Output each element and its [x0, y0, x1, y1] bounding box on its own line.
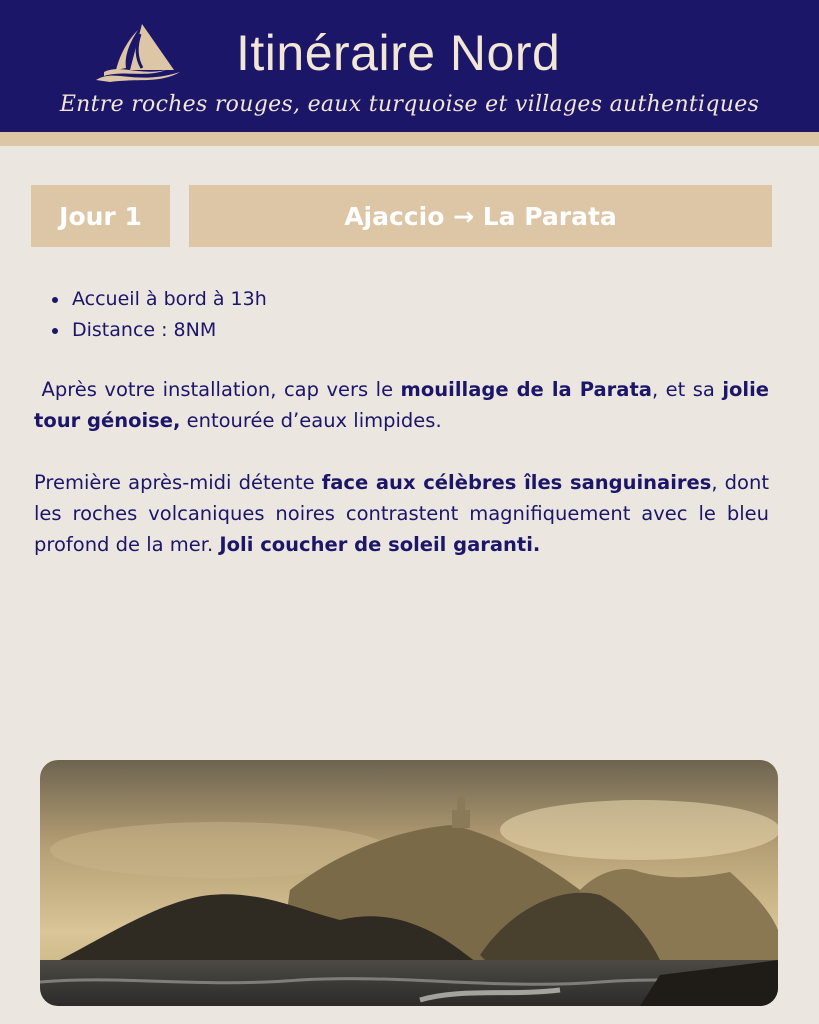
info-list: [52, 284, 267, 346]
text: , et sa: [651, 378, 723, 401]
header: [0, 0, 819, 132]
highlight: jolie tour génoise,: [34, 378, 770, 432]
text: , dont les roches volcaniques noires contrastent magnifiquement avec le bleu profond de la mer.: [34, 471, 769, 556]
list-item: Accueil à bord à 13h: [52, 284, 267, 315]
text: Première après-midi détente: [34, 471, 322, 494]
text: entourée d’eaux limpides.: [180, 409, 442, 432]
sailboat-icon: [90, 20, 185, 88]
tagline: Entre roches rouges, eaux turquoise et villages authentiques: [59, 92, 760, 117]
day-label: Jour 1: [31, 185, 170, 247]
route-label: Ajaccio → La Parata: [189, 185, 772, 247]
paragraph-intro: [34, 374, 769, 436]
header-divider: [0, 132, 819, 146]
text: Après votre installation, cap vers le: [41, 378, 401, 401]
highlight: mouillage de la Parata: [400, 378, 652, 401]
highlight: Joli coucher de soleil garanti.: [219, 533, 541, 556]
highlight: face aux célèbres îles sanguinaires: [321, 471, 712, 494]
page-title: Itinéraire Nord: [236, 25, 561, 81]
sanguinaires-islands-photo: [40, 760, 778, 1006]
paragraph-afternoon: [34, 467, 769, 560]
list-item: Distance : 8NM: [52, 315, 267, 346]
